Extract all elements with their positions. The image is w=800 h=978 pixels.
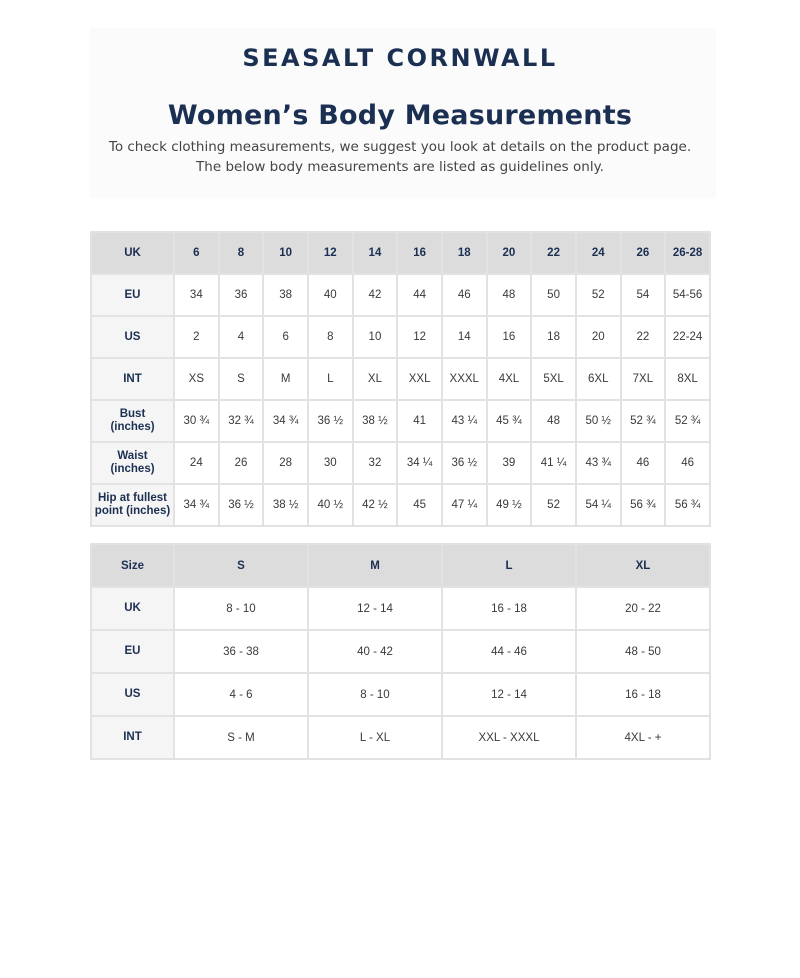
table-cell: 48 - 50 <box>576 630 710 673</box>
table-cell: 38 <box>263 274 308 316</box>
table-cell: 50 <box>531 274 576 316</box>
table-cell: 34 ¾ <box>263 400 308 442</box>
table-row <box>91 716 710 759</box>
table-cell: M <box>263 358 308 400</box>
row-label-line: (inches) <box>110 463 155 475</box>
table-header-row <box>91 544 710 587</box>
table-cell: 22 <box>621 316 666 358</box>
table-cell: S - M <box>174 716 308 759</box>
table-cell: L - XL <box>308 716 442 759</box>
table-cell: 44 - 46 <box>442 630 576 673</box>
table-cell: 20 <box>576 316 621 358</box>
column-header-cell: 24 <box>576 232 621 274</box>
row-label-line: (inches) <box>110 421 155 433</box>
column-header-cell: L <box>442 544 576 587</box>
table-cell: 49 ½ <box>487 484 532 526</box>
table-row <box>91 358 710 400</box>
table-cell: XXL - XXXL <box>442 716 576 759</box>
table-cell: 52 ¾ <box>621 400 666 442</box>
table-cell: 6 <box>263 316 308 358</box>
table-cell: 39 <box>487 442 532 484</box>
table-cell: 56 ¾ <box>665 484 710 526</box>
table-cell: 40 <box>308 274 353 316</box>
table-cell: 18 <box>531 316 576 358</box>
table-row <box>91 673 710 716</box>
column-header-cell: S <box>174 544 308 587</box>
table-row <box>91 484 710 526</box>
table-cell: 41 ¼ <box>531 442 576 484</box>
column-header-cell: XL <box>576 544 710 587</box>
table-cell: 26 <box>219 442 264 484</box>
row-label-line: Hip at fullest <box>97 492 167 504</box>
table-cell: 46 <box>442 274 487 316</box>
table-cell: 36 - 38 <box>174 630 308 673</box>
table-cell: 41 <box>397 400 442 442</box>
table-cell: 14 <box>442 316 487 358</box>
table-cell: 43 ¼ <box>442 400 487 442</box>
table-cell: 38 ½ <box>353 400 398 442</box>
row-header-cell: Size <box>91 544 174 587</box>
row-header-cell: US <box>91 673 174 716</box>
column-header-cell: 8 <box>219 232 264 274</box>
table-cell: 38 ½ <box>263 484 308 526</box>
table-cell: 7XL <box>621 358 666 400</box>
table-cell: 44 <box>397 274 442 316</box>
table-row <box>91 316 710 358</box>
table-cell: 16 - 18 <box>576 673 710 716</box>
brand-logo: SEASALT CORNWALL <box>242 44 558 72</box>
table-cell: L <box>308 358 353 400</box>
table-cell: 12 <box>397 316 442 358</box>
table-cell: XXL <box>397 358 442 400</box>
size-range-table <box>90 543 711 760</box>
row-header-cell: INT <box>91 716 174 759</box>
table-cell: 36 <box>219 274 264 316</box>
row-header-cell: UK <box>91 587 174 630</box>
row-header-cell: UK <box>91 232 174 274</box>
column-header-cell: 14 <box>353 232 398 274</box>
table-cell: 6XL <box>576 358 621 400</box>
table-cell: XS <box>174 358 219 400</box>
table-cell: 42 <box>353 274 398 316</box>
page-title: Women’s Body Measurements <box>167 100 633 131</box>
table-cell: 28 <box>263 442 308 484</box>
table-cell: 30 ¾ <box>174 400 219 442</box>
row-label-line: Bust <box>119 408 146 420</box>
table-cell: 4 - 6 <box>174 673 308 716</box>
table-cell: 54-56 <box>665 274 710 316</box>
row-header-cell <box>91 442 174 484</box>
table-cell: 12 - 14 <box>308 587 442 630</box>
table-cell: XL <box>353 358 398 400</box>
table-cell: 46 <box>665 442 710 484</box>
table-cell: 48 <box>531 400 576 442</box>
table-cell: 40 - 42 <box>308 630 442 673</box>
subtitle-line-1: To check clothing measurements, we suggest you look at details on the product page. <box>108 139 692 155</box>
table-cell: 52 ¾ <box>665 400 710 442</box>
table-row <box>91 442 710 484</box>
row-header-cell: US <box>91 316 174 358</box>
column-header-cell: 20 <box>487 232 532 274</box>
table-cell: 10 <box>353 316 398 358</box>
row-header-cell: EU <box>91 274 174 316</box>
table-cell: 8 <box>308 316 353 358</box>
table-cell: 34 <box>174 274 219 316</box>
table-cell: 22-24 <box>665 316 710 358</box>
table-row <box>91 274 710 316</box>
column-header-cell: 16 <box>397 232 442 274</box>
table-cell: 5XL <box>531 358 576 400</box>
table-cell: 50 ½ <box>576 400 621 442</box>
table-cell: 16 - 18 <box>442 587 576 630</box>
table-cell: 8 - 10 <box>174 587 308 630</box>
column-header-cell: 6 <box>174 232 219 274</box>
subtitle-line-2: The below body measurements are listed as guidelines only. <box>196 159 604 175</box>
table-cell: 34 ¼ <box>397 442 442 484</box>
table-cell: 24 <box>174 442 219 484</box>
table-header-row <box>91 232 710 274</box>
table-cell: 54 ¼ <box>576 484 621 526</box>
column-header-cell: 12 <box>308 232 353 274</box>
table-cell: 40 ½ <box>308 484 353 526</box>
table-cell: 56 ¾ <box>621 484 666 526</box>
row-header-cell <box>91 400 174 442</box>
row-label-line: point (inches) <box>94 505 171 517</box>
column-header-cell: 18 <box>442 232 487 274</box>
table-cell: 36 ½ <box>308 400 353 442</box>
table-cell: 54 <box>621 274 666 316</box>
table-cell: 20 - 22 <box>576 587 710 630</box>
table-cell: 48 <box>487 274 532 316</box>
table-cell: 4XL - + <box>576 716 710 759</box>
column-header-cell: 26 <box>621 232 666 274</box>
table-row <box>91 400 710 442</box>
table-cell: 8 - 10 <box>308 673 442 716</box>
table-cell: 46 <box>621 442 666 484</box>
table-row <box>91 630 710 673</box>
table-cell: 4 <box>219 316 264 358</box>
table-cell: 47 ¼ <box>442 484 487 526</box>
table-cell: 16 <box>487 316 532 358</box>
row-header-cell <box>91 484 174 526</box>
row-label-line: Waist <box>117 450 148 462</box>
column-header-cell: 26-28 <box>665 232 710 274</box>
column-header-cell: 10 <box>263 232 308 274</box>
table-cell: 34 ¾ <box>174 484 219 526</box>
row-header-cell: INT <box>91 358 174 400</box>
column-header-cell: 22 <box>531 232 576 274</box>
table-cell: 30 <box>308 442 353 484</box>
table-cell: 52 <box>576 274 621 316</box>
table-cell: 12 - 14 <box>442 673 576 716</box>
row-header-cell: EU <box>91 630 174 673</box>
table-cell: 32 ¾ <box>219 400 264 442</box>
table-cell: 43 ¾ <box>576 442 621 484</box>
table-cell: 45 ¾ <box>487 400 532 442</box>
table-cell: 52 <box>531 484 576 526</box>
table-cell: 2 <box>174 316 219 358</box>
table-cell: S <box>219 358 264 400</box>
table-cell: 8XL <box>665 358 710 400</box>
table-cell: 45 <box>397 484 442 526</box>
size-conversion-table <box>90 231 711 527</box>
table-row <box>91 587 710 630</box>
column-header-cell: M <box>308 544 442 587</box>
table-cell: XXXL <box>442 358 487 400</box>
table-cell: 4XL <box>487 358 532 400</box>
table-cell: 32 <box>353 442 398 484</box>
table-cell: 42 ½ <box>353 484 398 526</box>
table-cell: 36 ½ <box>442 442 487 484</box>
table-cell: 36 ½ <box>219 484 264 526</box>
